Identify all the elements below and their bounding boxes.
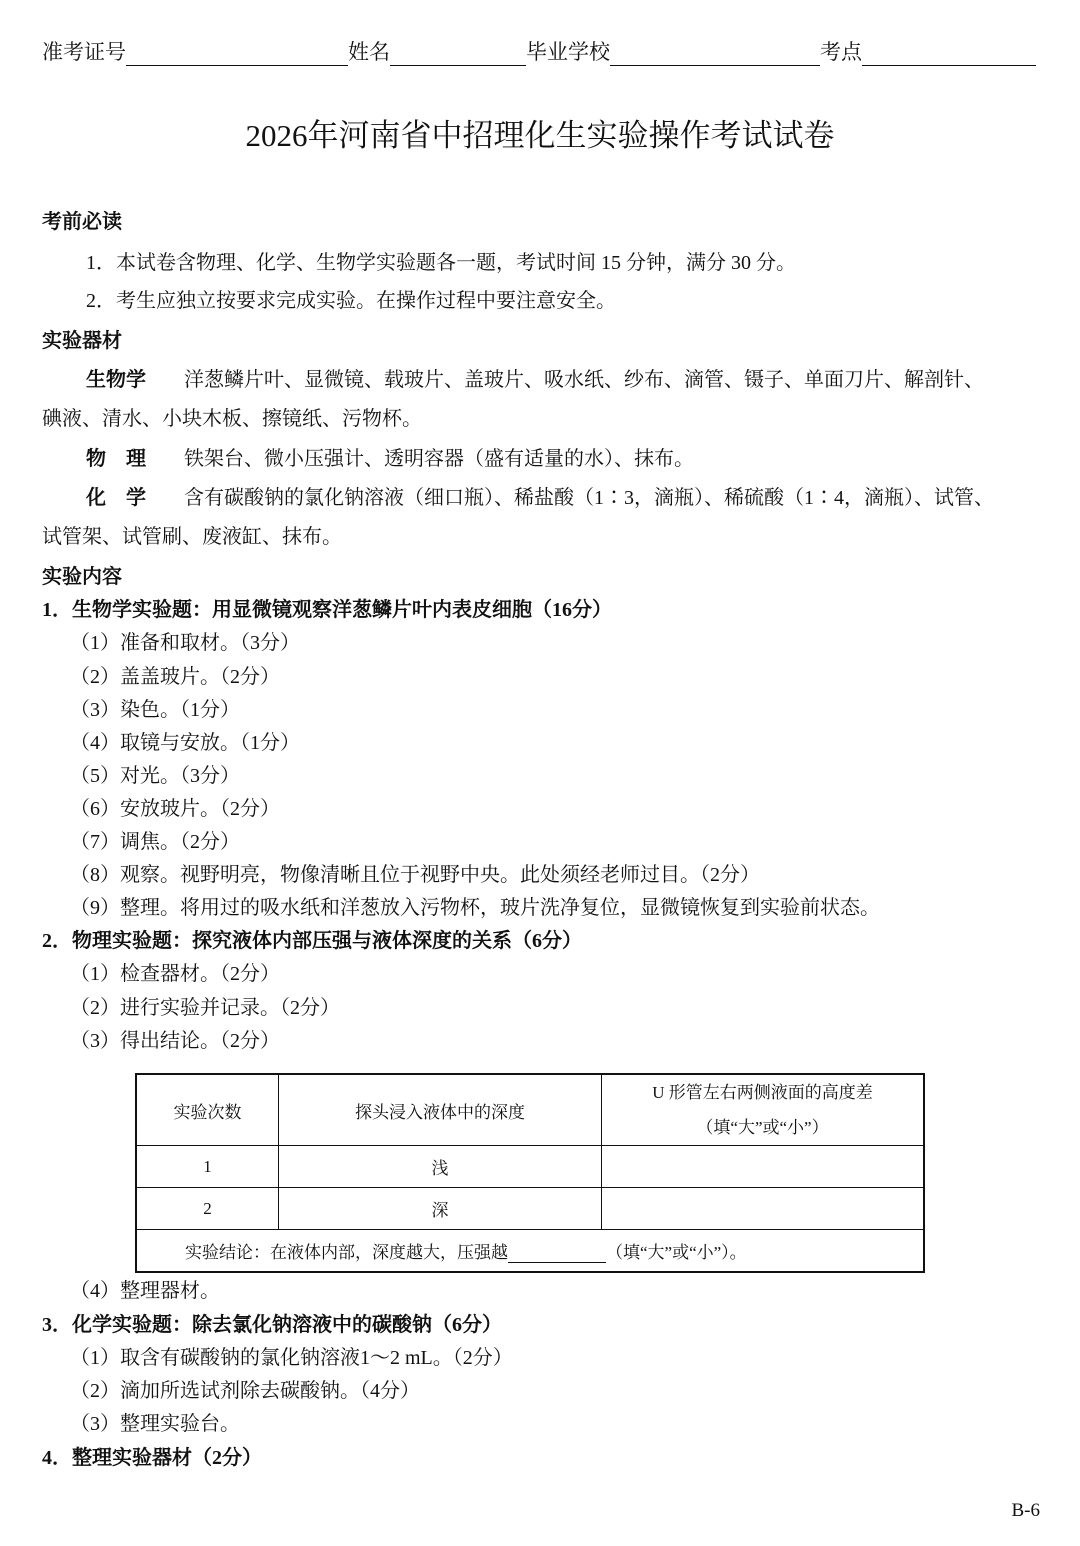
q1-step: （2）盖盖玻片。（2分） — [70, 666, 280, 688]
exam-id-blank — [126, 39, 348, 66]
conclusion-text: 实验结论：在液体内部，深度越大，压强越 — [185, 1242, 508, 1262]
table-row — [136, 1146, 924, 1188]
q1-step: （3）染色。（1分） — [70, 699, 240, 721]
q1-step: （6）安放玻片。（2分） — [70, 798, 280, 820]
cell-depth: 深 — [279, 1188, 602, 1230]
record-table — [135, 1073, 925, 1273]
cell-trial: 2 — [136, 1188, 279, 1230]
header-height-diff-line1: U 形管左右两侧液面的高度差 — [652, 1083, 873, 1102]
q1-step: （8）观察。视野明亮，物像清晰且位于视野中央。此处须经老师过目。（2分） — [70, 864, 760, 886]
q1-step: （5）对光。（3分） — [70, 765, 240, 787]
school-blank — [610, 39, 820, 66]
table-row — [136, 1188, 924, 1230]
conclusion-hint: （填“大”或“小”）。 — [606, 1242, 747, 1262]
chemistry-materials-cont: 试管架、试管刷、废液缸、抹布。 — [42, 526, 342, 548]
header-trial: 实验次数 — [136, 1074, 279, 1146]
page-title: 2026年河南省中招理化生实验操作考试试卷 — [245, 118, 835, 153]
q1-step: （9）整理。将用过的吸水纸和洋葱放入污物杯，玻片洗净复位，显微镜恢复到实验前状态。 — [70, 897, 880, 919]
biology-materials: 洋葱鳞片叶、显微镜、载玻片、盖玻片、吸水纸、纱布、滴管、镊子、单面刀片、解剖针、 — [184, 369, 984, 391]
header-height-diff-line2: （填“大”或“小”） — [696, 1118, 829, 1137]
q1-step: （7）调焦。（2分） — [70, 831, 240, 853]
materials-heading: 实验器材 — [42, 330, 122, 352]
cell-trial: 1 — [136, 1146, 279, 1188]
q3-step: （1）取含有碳酸钠的氯化钠溶液1～2 mL。（2分） — [70, 1347, 513, 1369]
name-blank — [390, 39, 526, 66]
notice-item: 2．考生应独立按要求完成实验。在操作过程中要注意安全。 — [86, 290, 616, 312]
header-depth: 探头浸入液体中的深度 — [279, 1074, 602, 1146]
q4-title: 4．整理实验器材（2分） — [42, 1447, 262, 1469]
materials-chemistry — [86, 485, 994, 511]
q2-step: （2）进行实验并记录。（2分） — [70, 997, 340, 1019]
conclusion-blank[interactable] — [508, 1244, 606, 1263]
q2-step: （3）得出结论。（2分） — [70, 1030, 280, 1052]
q3-step: （2）滴加所选试剂除去碳酸钠。（4分） — [70, 1380, 420, 1402]
biology-materials-cont: 碘液、清水、小块木板、擦镜纸、污物杯。 — [42, 408, 422, 430]
chemistry-materials: 含有碳酸钠的氯化钠溶液（细口瓶）、稀盐酸（1∶3，滴瓶）、稀硫酸（1∶4，滴瓶）、试管、 — [184, 487, 994, 509]
q1-step: （4）取镜与安放。（1分） — [70, 732, 300, 754]
notice-heading: 考前必读 — [42, 211, 122, 233]
header-height-diff — [602, 1074, 925, 1146]
physics-materials: 铁架台、微小压强计、透明容器（盛有适量的水）、抹布。 — [184, 448, 694, 470]
label-name: 姓名 — [348, 40, 390, 64]
q3-step: （3）整理实验台。 — [70, 1413, 240, 1435]
biology-label: 生物学 — [86, 369, 146, 391]
page-number: B-6 — [1011, 1500, 1040, 1521]
q3-title: 3．化学实验题：除去氯化钠溶液中的碳酸钠（6分） — [42, 1314, 502, 1336]
cell-answer[interactable] — [602, 1146, 925, 1188]
conclusion-row — [136, 1230, 924, 1272]
chemistry-label: 化 学 — [86, 487, 146, 509]
materials-physics — [86, 446, 694, 472]
candidate-info-header — [42, 38, 1036, 66]
exam-site-blank — [862, 39, 1036, 66]
content-heading: 实验内容 — [42, 566, 122, 588]
q1-title: 1．生物学实验题：用显微镜观察洋葱鳞片叶内表皮细胞（16分） — [42, 599, 612, 621]
physics-label: 物 理 — [86, 448, 146, 470]
materials-biology — [86, 367, 984, 393]
q2-step: （1）检查器材。（2分） — [70, 963, 280, 985]
q2-step: （4）整理器材。 — [70, 1280, 220, 1302]
q1-step: （1）准备和取材。（3分） — [70, 632, 300, 654]
label-exam-site: 考点 — [820, 40, 862, 64]
q2-title: 2．物理实验题：探究液体内部压强与液体深度的关系（6分） — [42, 930, 582, 952]
label-exam-id: 准考证号 — [42, 40, 126, 64]
cell-answer[interactable] — [602, 1188, 925, 1230]
label-school: 毕业学校 — [526, 40, 610, 64]
notice-item: 1．本试卷含物理、化学、生物学实验题各一题，考试时间 15 分钟，满分 30 分。 — [86, 252, 796, 274]
cell-depth: 浅 — [279, 1146, 602, 1188]
